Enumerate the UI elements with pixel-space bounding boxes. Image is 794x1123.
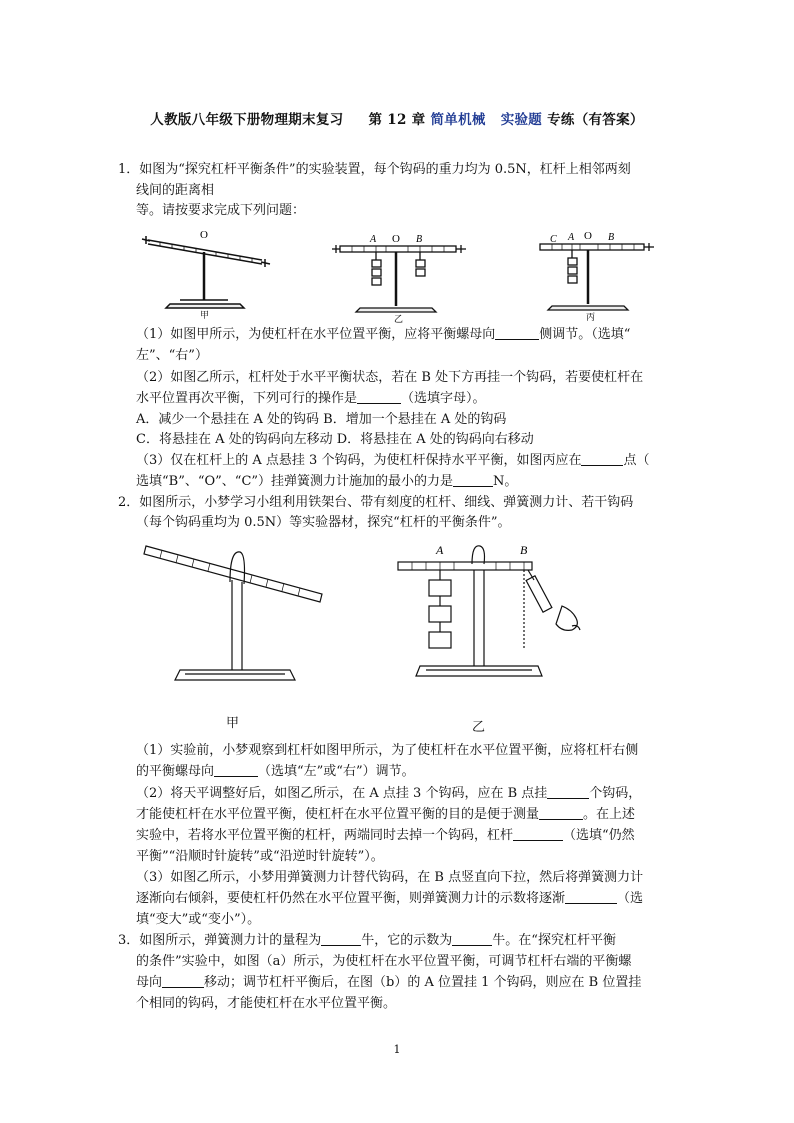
q1-bing-b-label: B [608, 232, 615, 243]
q1-part2-line1: （2）如图乙所示，杠杆处于水平平衡状态，若在 B 处下方再挂一个钩码，若要使杠杆在 [136, 370, 644, 385]
title-part5: 专练（有答案） [547, 112, 644, 128]
q2-line2: （每个钩码重均为 0.5N）等实验器材，探究“杠杆的平衡条件”。 [136, 515, 511, 530]
title-part4: 实验题 [500, 112, 543, 128]
q2-p2c: 才能使杠杆在水平位置平衡，使杠杆在水平位置平衡的目的是便于测量 [136, 807, 540, 822]
q1-part3-line1 [136, 451, 649, 471]
q2-blank-1[interactable] [214, 762, 258, 777]
q2-part2-line2 [136, 805, 635, 825]
q3-line2: 的条件”实验中，如图（a）所示，为使杠杆在水平位置平衡，可调节杠杆右端的平衡螺 [136, 954, 632, 969]
q1-p1b: 侧调节。（选填“ [539, 327, 631, 342]
q3-blank-3[interactable] [162, 973, 204, 988]
q2-p1b: 的平衡螺母向 [136, 764, 215, 779]
q2-blank-2[interactable] [547, 784, 589, 799]
q1-bing-o-label: O [584, 230, 592, 242]
q2-part3-line1: （3）如图乙所示，小梦用弹簧测力计替代钩码，在 B 点竖直向下拉，然后将弹簧测力计 [136, 870, 644, 885]
q1-yi-caption: 乙 [394, 315, 404, 325]
q1-blank-1[interactable] [495, 325, 539, 340]
q3-blank-2[interactable] [452, 931, 492, 946]
q1-yi-b-label: B [416, 234, 423, 245]
q2-p2b: 个钩码， [589, 786, 642, 801]
q1-options-ab: A．减少一个悬挂在 A 处的钩码 B．增加一个悬挂在 A 处的钩码 [136, 412, 507, 427]
q2-part2-line4: 平衡”“沿顺时针旋转”或“沿逆时针旋转”）。 [136, 849, 384, 864]
q1-jia-caption: 甲 [200, 311, 210, 321]
q3-blank-1[interactable] [321, 931, 361, 946]
q1-bing-c-label: C [550, 234, 557, 245]
q1-blank-2[interactable] [357, 389, 401, 404]
q1-jia-o-label: O [200, 229, 208, 241]
q1-figure-bing [528, 230, 658, 324]
q2-p3c: （选 [617, 891, 644, 906]
q2-part2-line3 [136, 826, 635, 846]
q1-p3c: 选填“B”、“O”、“C”）挂弹簧测力计施加的最小的力是 [136, 474, 454, 489]
page-number: 1 [393, 1043, 401, 1056]
q1-p2c: （选填字母）。 [401, 391, 486, 406]
title-part3: 简单机械 [430, 112, 486, 128]
q3-l1a: 3．如图所示，弹簧测力计的量程为 [118, 933, 322, 948]
q2-part1-line2 [136, 762, 415, 782]
q1-blank-3[interactable] [581, 451, 623, 466]
q1-blank-4[interactable] [453, 472, 493, 487]
q1-line1: 1．如图为“探究杠杆平衡条件”的实验装置，每个钩码的重力均为 0.5N，杠杆上相邻两刻 [118, 162, 631, 177]
q2-yi-caption: 乙 [472, 720, 486, 735]
q3-l1b: 牛，它的示数为 [361, 933, 453, 948]
title-part1: 人教版八年级下册物理期末复习 [150, 112, 344, 128]
q2-jia-caption: 甲 [226, 716, 240, 731]
q2-part2-line1 [136, 784, 641, 804]
q2-p1c: （选填“左”或“右”）调节。 [258, 764, 415, 779]
title-part2: 第 12 章 [368, 112, 426, 128]
q2-p2e: 实验中，若将水平位置平衡的杠杆，两端同时去掉一个钩码，杠杆 [136, 828, 514, 843]
q2-p2a: （2）将天平调整好后，如图乙所示，在 A 点挂 3 个钩码，应在 B 点挂 [136, 786, 548, 801]
q2-part3-line3: 填“变大”或“变小”）。 [136, 912, 261, 927]
q3-line3 [136, 973, 641, 993]
q3-line1 [118, 931, 616, 951]
q2-part3-line2 [136, 889, 643, 909]
q2-p3b: 逐渐向右倾斜，要使杠杆仍然在水平位置平衡，则弹簧测力计的示数将逐渐 [136, 891, 566, 906]
q2-figure-jia [140, 540, 340, 690]
q1-p1a: （1）如图甲所示，为使杠杆在水平位置平衡，应将平衡螺母向 [136, 327, 496, 342]
q3-line4: 个相同的钩码，才能使杠杆在水平位置平衡。 [136, 996, 397, 1011]
q1-part1-line1 [136, 325, 630, 345]
q2-line1: 2．如图所示，小梦学习小组利用铁架台、带有刻度的杠杆、细线、弹簧测力计、若干钩码 [118, 495, 634, 510]
q2-blank-3[interactable] [539, 805, 583, 820]
q1-yi-a-label: A [370, 234, 377, 245]
q1-bing-a-label: A [568, 232, 575, 243]
q2-blank-4[interactable] [513, 826, 563, 841]
q2-yi-a-label: A [436, 543, 444, 557]
q1-yi-o-label: O [392, 233, 400, 245]
q3-l1c: 牛。在“探究杠杆平衡 [492, 933, 616, 948]
q2-blank-5[interactable] [565, 889, 617, 904]
q1-bing-caption: 丙 [586, 313, 596, 323]
q1-part3-line2 [136, 472, 517, 492]
q2-part1-line1: （1）实验前，小梦观察到杠杆如图甲所示，为了使杠杆在水平位置平衡，应将杠杆右侧 [136, 743, 639, 758]
q3-l3a: 母向 [136, 975, 163, 990]
q2-p2f: （选填“仍然 [563, 828, 635, 843]
q1-figure-yi [330, 232, 470, 324]
q1-part2-line2 [136, 389, 486, 409]
q1-options-cd: C．将悬挂在 A 处的钩码向左移动 D．将悬挂在 A 处的钩码向右移动 [136, 432, 534, 447]
q2-p2d: 。在上述 [583, 807, 636, 822]
q1-p3b: 点（ [623, 453, 650, 468]
q1-line3: 等。请按要求完成下列问题： [136, 203, 306, 218]
q1-line2: 线间的距离相 [136, 183, 215, 198]
q1-p3d: N。 [493, 474, 518, 489]
q2-yi-b-label: B [520, 543, 528, 557]
q1-figure-jia [140, 222, 280, 322]
q2-figure-yi [392, 540, 602, 690]
q3-l3b: 移动；调节杠杆平衡后，在图（b）的 A 位置挂 1 个钩码，则应在 B 位置挂 [204, 975, 642, 990]
q1-part1-line2: 左”、“右”） [136, 348, 208, 363]
q1-p2b: 水平位置再次平衡，下列可行的操作是 [136, 391, 358, 406]
q1-p3a: （3）仅在杠杆上的 A 点悬挂 3 个钩码，为使杠杆保持水平平衡，如图丙应在 [136, 453, 582, 468]
page-title [0, 108, 794, 128]
